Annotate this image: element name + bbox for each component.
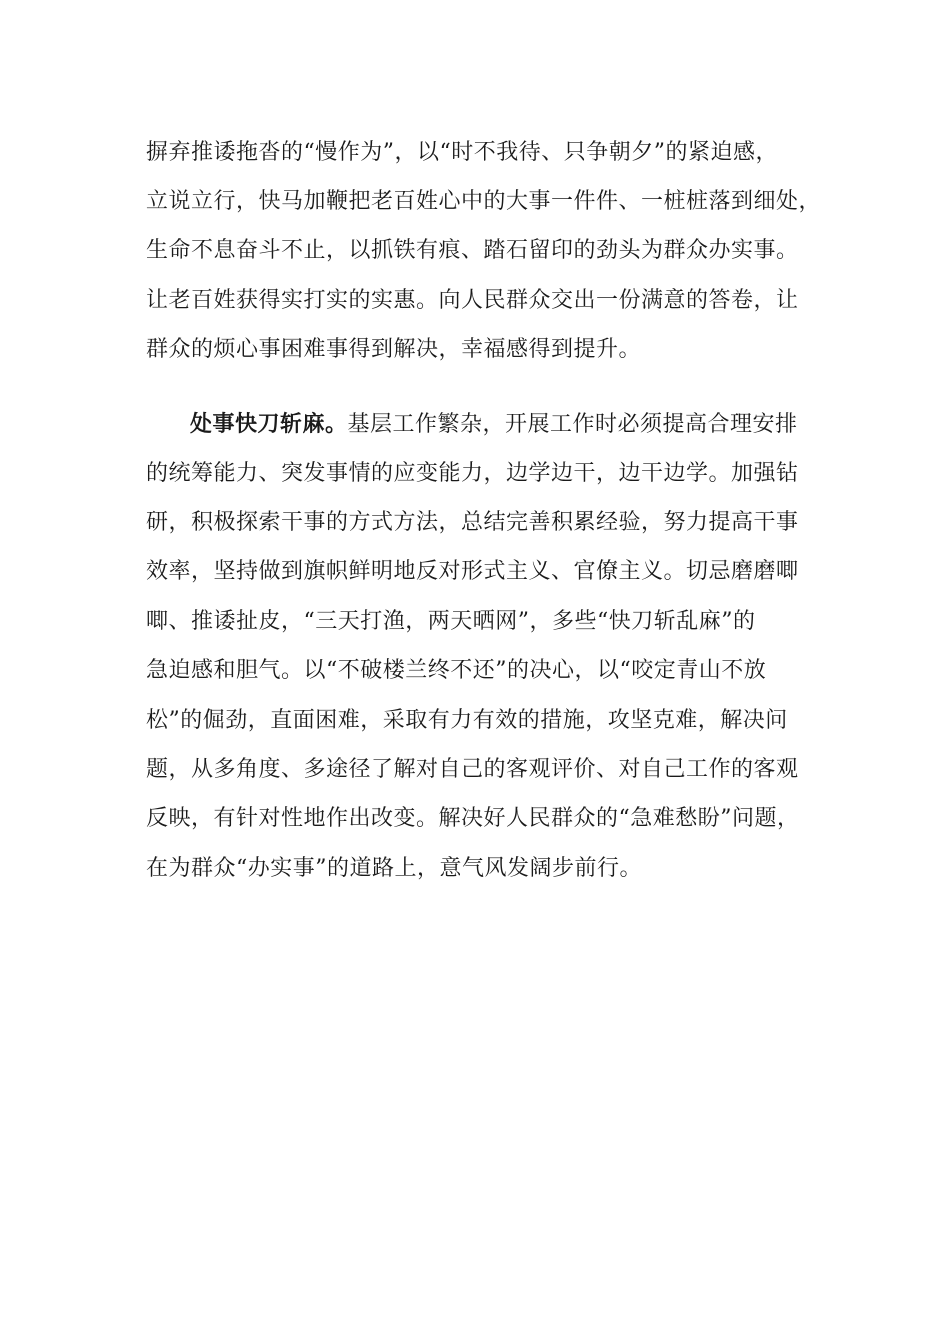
paragraph-line: 立说立行，快马加鞭把老百姓心中的大事一件件、一桩桩落到细处，	[146, 189, 822, 214]
paragraph-line: 在为群众“办实事”的道路上，意气风发阔步前行。	[146, 856, 642, 881]
paragraph-line: 生命不息奋斗不止，以抓铁有痕、踏石留印的劲头为群众办实事。	[146, 238, 799, 263]
paragraph-line: 研，积极探索干事的方式方法，总结完善积累经验，努力提高干事	[146, 510, 799, 535]
paragraph-heading: 处事快刀斩麻。	[190, 411, 348, 437]
paragraph-line: 反映，有针对性地作出改变。解决好人民群众的“急难愁盼”问题，	[146, 806, 800, 831]
paragraph-line: 唧、推诿扯皮，“三天打渔，两天晒网”，多些“快刀斩乱麻”的	[146, 609, 756, 634]
paragraph-line: 急迫感和胆气。以“不破楼兰终不还”的决心，以“咬定青山不放	[146, 658, 767, 683]
paragraph-line: 松”的倔劲，直面困难，采取有力有效的措施，攻坚克难，解决问	[146, 708, 788, 733]
paragraph-line: 让老百姓获得实打实的实惠。向人民群众交出一份满意的答卷，让	[146, 288, 799, 313]
paragraph-line: 题，从多角度、多途径了解对自己的客观评价、对自己工作的客观	[146, 757, 799, 782]
paragraph-line: 群众的烦心事困难事得到解决，幸福感得到提升。	[146, 337, 642, 362]
paragraph-line: 效率，坚持做到旗帜鲜明地反对形式主义、官僚主义。切忌磨磨唧	[146, 559, 799, 584]
paragraph-first-line-text: 基层工作繁杂，开展工作时必须提高合理安排	[347, 412, 798, 437]
paragraph-line: 摒弃推诿拖沓的“慢作为”，以“时不我待、只争朝夕”的紧迫感，	[146, 140, 778, 165]
paragraph-line: 的统筹能力、突发事情的应变能力，边学边干，边干边学。加强钻	[146, 461, 799, 486]
paragraph-first-line	[190, 409, 798, 440]
